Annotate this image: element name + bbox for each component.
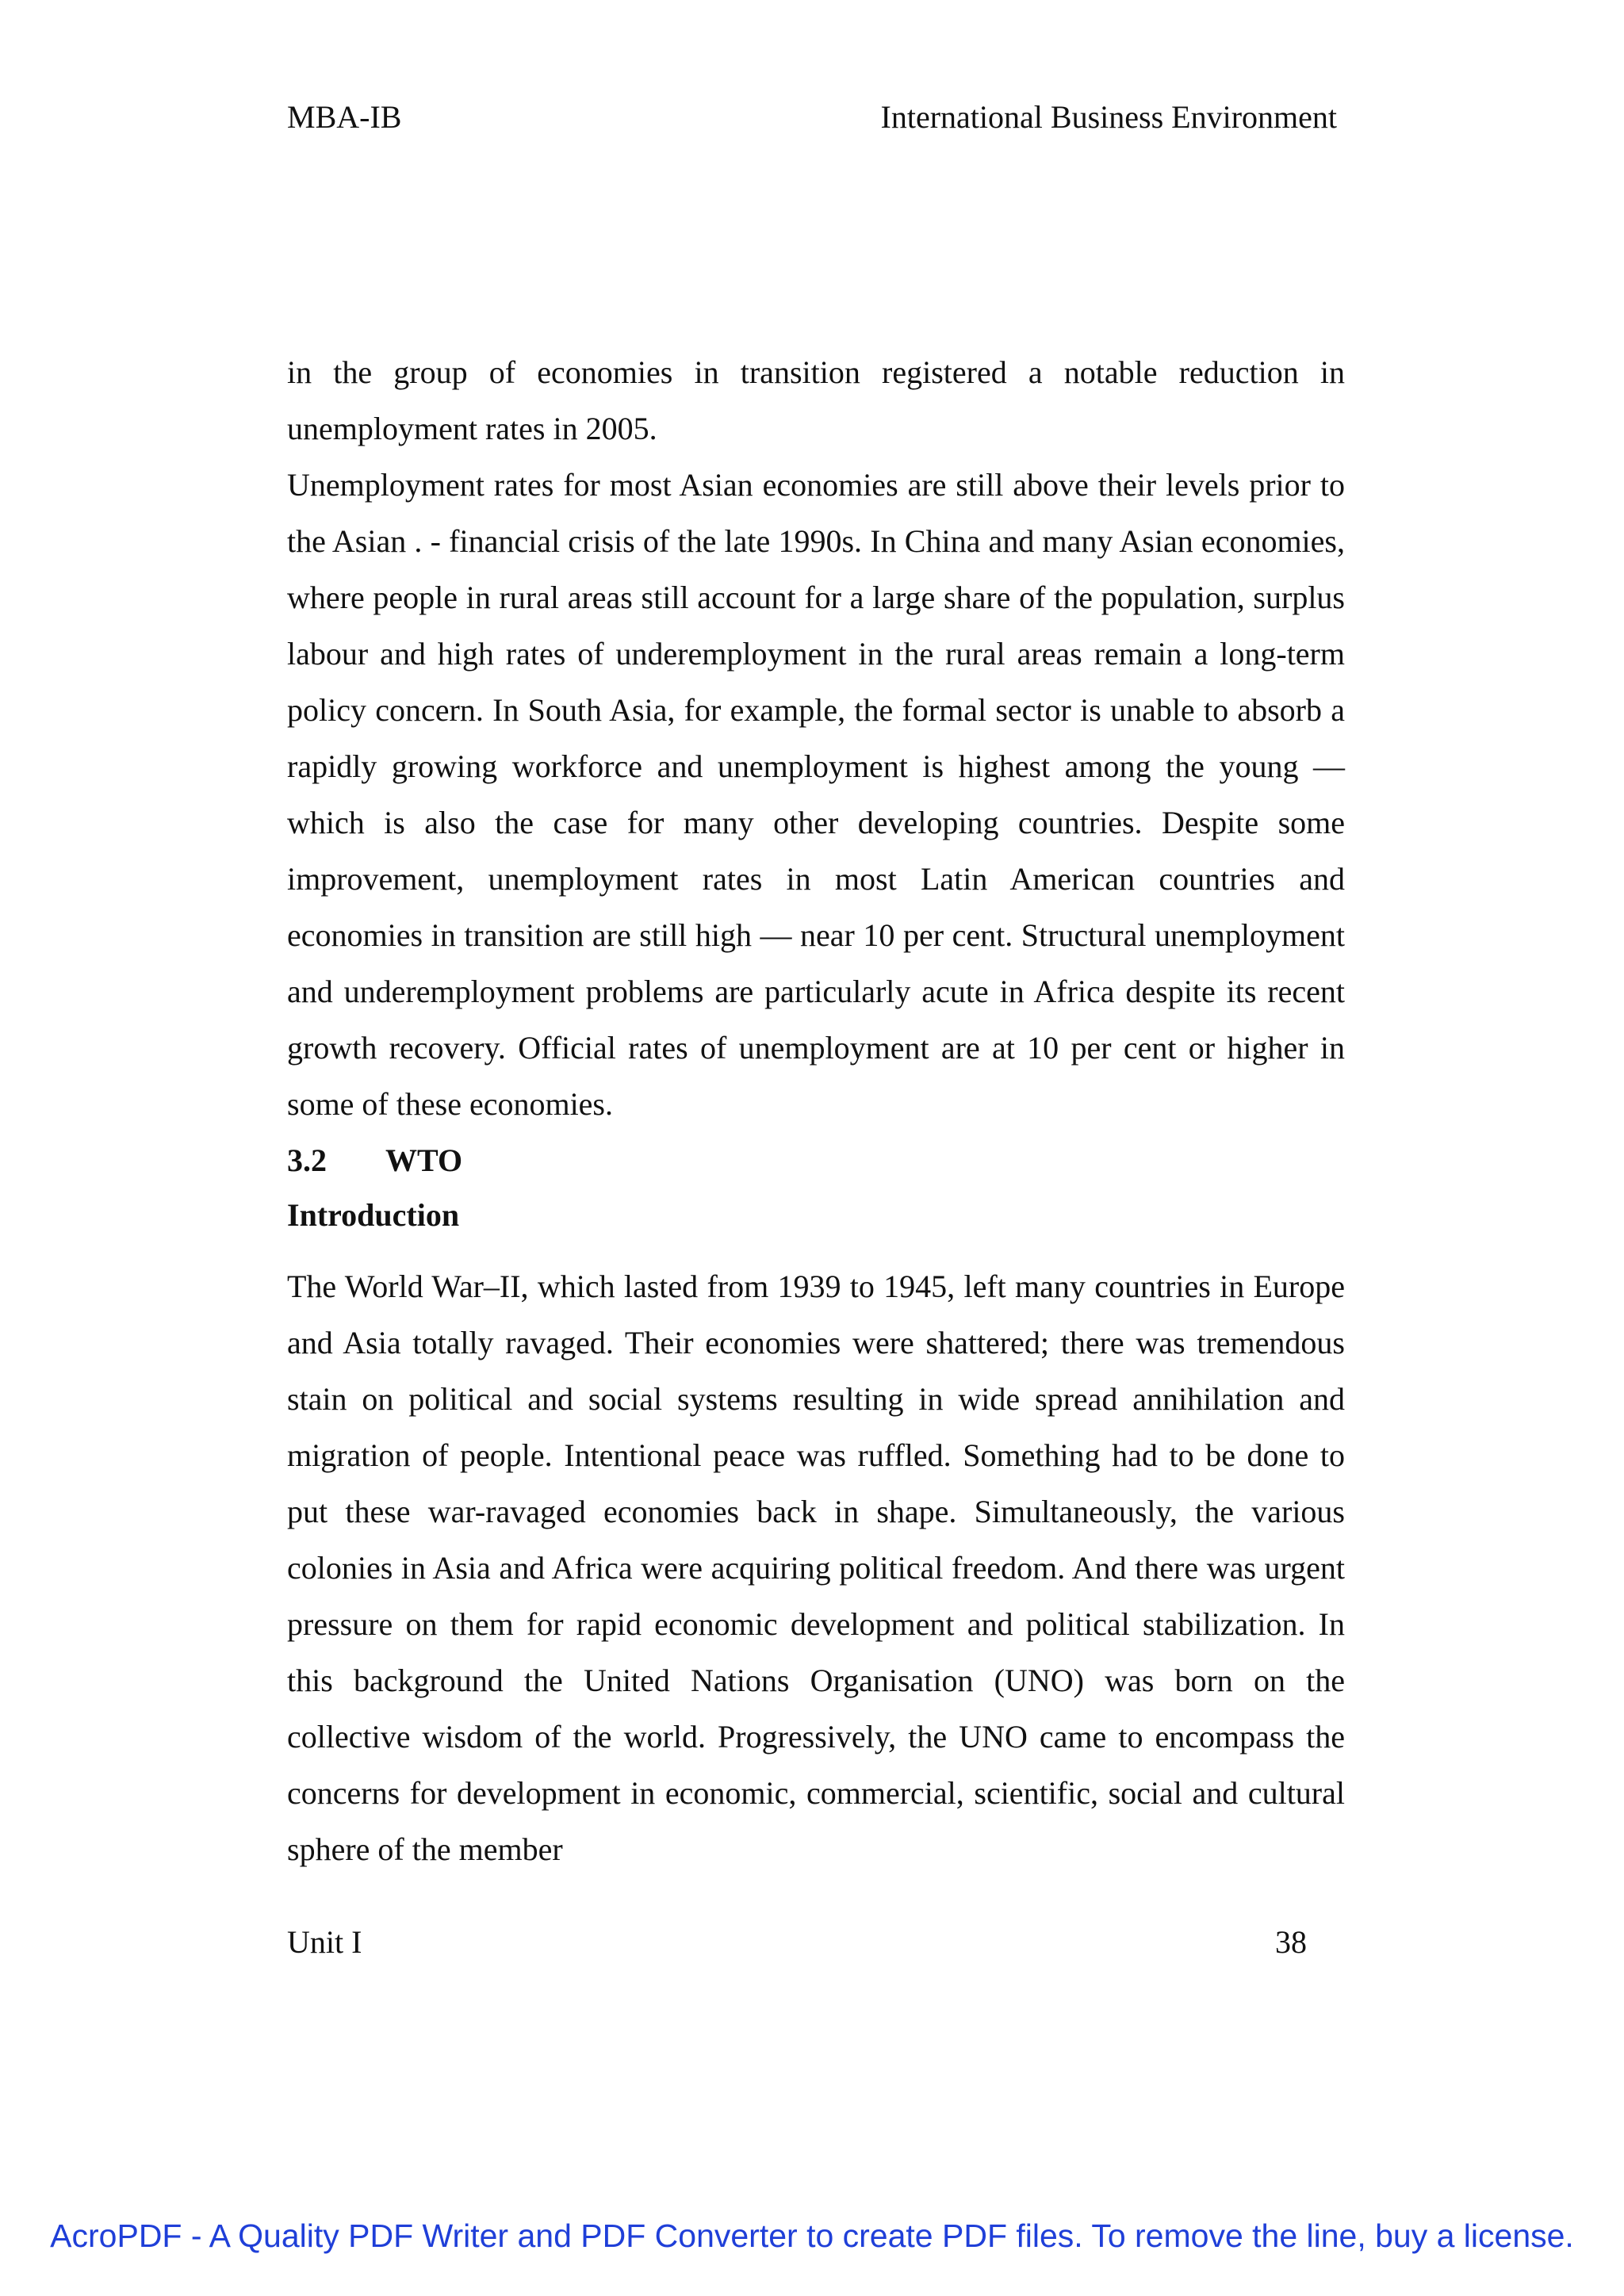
header-course-code: MBA-IB [287,99,402,135]
paragraph-world-war: The World War–II, which lasted from 1939 to 1945, left many countries in Europe and Asia totally ravaged. Their economies were shattered; there was tremendous stain on political and social systems resulting in wide spread annihilation and migration of people. Intentional peace was ruffled. Something had to be done to put these war-ravaged economies back in shape. Simultaneously, the various colonies in Asia and Africa were acquiring political freedom. And there was urgent pressure on them for rapid economic development and political stabilization. In this background the United Nations Organisation (UNO) was born on the collective wisdom of the world. Progressively, the UNO came to encompass the concerns for development in economic, commercial, scientific, social and cultural sphere of the member [287,1269,1345,1867]
acropdf-watermark: AcroPDF - A Quality PDF Writer and PDF Converter to create PDF files. To remove the line, buy a license. [50,2218,1574,2254]
paragraph-continuation: in the group of economies in transition registered a notable reduction in unemployment rates in 2005. [287,354,1345,446]
header-book-title: International Business Environment [880,99,1337,135]
page-body [287,344,1345,1877]
paragraph-asian-unemployment: Unemployment rates for most Asian economies are still above their levels prior to the Asian . - financial crisis of the late 1990s. In China and many Asian economies, where people in rural areas still account for a large share of the population, surplus labour and high rates of underemployment in the rural areas remain a long-term policy concern. In South Asia, for example, the formal sector is unable to absorb a rapidly growing workforce and unemployment is highest among the young — which is also the case for many other developing countries. Despite some improvement, unemployment rates in most Latin American countries and economies in transition are still high — near 10 per cent. Structural unemployment and underemployment problems are particularly acute in Africa despite its recent growth recovery. Official rates of unemployment are at 10 per cent or higher in some of these economies. [287,467,1345,1122]
page-header [287,94,1337,141]
footer-page-number: 38 [1275,1924,1307,1960]
subheading-introduction: Introduction [287,1197,460,1233]
footer-unit: Unit I [287,1924,362,1960]
section-number: 3.2 [287,1142,327,1178]
page-footer [287,1919,1307,1966]
section-heading [287,1132,1345,1188]
section-title: WTO [385,1142,463,1178]
